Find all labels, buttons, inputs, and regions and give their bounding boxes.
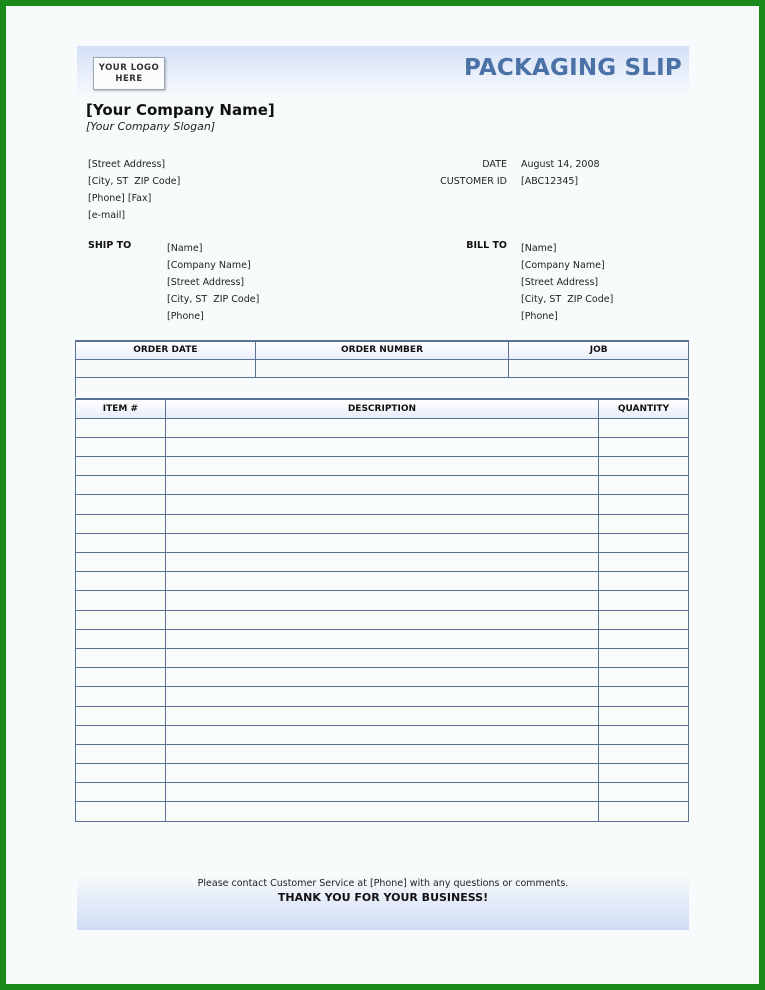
bill-to-line: [Street Address] <box>521 277 599 288</box>
description-cell[interactable] <box>165 648 598 667</box>
ship-to-line: [Street Address] <box>167 277 245 288</box>
item-number-cell[interactable] <box>76 437 166 456</box>
description-cell[interactable] <box>165 802 598 821</box>
item-number-cell[interactable] <box>76 802 166 821</box>
description-cell[interactable] <box>165 553 598 572</box>
item-number-cell[interactable] <box>76 744 166 763</box>
items-table <box>75 398 689 822</box>
description-cell[interactable] <box>165 533 598 552</box>
quantity-cell[interactable] <box>599 668 689 687</box>
item-row <box>76 764 689 783</box>
items-header-row <box>76 399 689 418</box>
quantity-cell[interactable] <box>599 783 689 802</box>
item-number-cell[interactable] <box>76 706 166 725</box>
description-cell[interactable] <box>165 457 598 476</box>
item-row <box>76 591 689 610</box>
quantity-cell[interactable] <box>599 418 689 437</box>
item-number-cell[interactable] <box>76 572 166 591</box>
description-cell[interactable] <box>165 572 598 591</box>
quantity-cell[interactable] <box>599 610 689 629</box>
spacer-cell <box>76 377 689 397</box>
item-number-cell[interactable] <box>76 533 166 552</box>
description-cell[interactable] <box>165 687 598 706</box>
description-cell[interactable] <box>165 514 598 533</box>
item-row <box>76 457 689 476</box>
item-row <box>76 687 689 706</box>
company-address-line: [Phone] [Fax] <box>88 193 152 204</box>
quantity-cell[interactable] <box>599 476 689 495</box>
company-slogan: [Your Company Slogan] <box>86 120 216 133</box>
description-cell[interactable] <box>165 610 598 629</box>
bill-to-line: [Name] <box>521 243 557 254</box>
quantity-cell[interactable] <box>599 687 689 706</box>
bill-to-line: [Phone] <box>521 311 558 322</box>
logo-placeholder: YOUR LOGO HERE <box>93 57 165 90</box>
description-cell[interactable] <box>165 629 598 648</box>
description-cell[interactable] <box>165 495 598 514</box>
ship-to-line: [Phone] <box>167 311 204 322</box>
company-address-block <box>88 156 180 224</box>
meta-labels <box>440 156 507 190</box>
quantity-cell[interactable] <box>599 437 689 456</box>
description-cell[interactable] <box>165 591 598 610</box>
quantity-cell[interactable] <box>599 553 689 572</box>
description-cell[interactable] <box>165 476 598 495</box>
quantity-cell[interactable] <box>599 725 689 744</box>
quantity-cell[interactable] <box>599 533 689 552</box>
ship-to-line: [City, ST ZIP Code] <box>167 294 260 305</box>
company-address-line: [e-mail] <box>88 210 126 221</box>
item-row <box>76 437 689 456</box>
customer-id-value: [ABC12345] <box>521 176 579 187</box>
quantity-cell[interactable] <box>599 572 689 591</box>
item-row <box>76 495 689 514</box>
bill-to-block <box>521 240 613 325</box>
quantity-cell[interactable] <box>599 648 689 667</box>
description-cell[interactable] <box>165 744 598 763</box>
item-row <box>76 553 689 572</box>
item-number-cell[interactable] <box>76 687 166 706</box>
order-date-cell[interactable] <box>76 359 256 377</box>
item-row <box>76 648 689 667</box>
description-cell[interactable] <box>165 783 598 802</box>
ship-to-label: SHIP TO <box>88 240 132 251</box>
item-number-header: ITEM # <box>76 399 166 418</box>
description-cell[interactable] <box>165 764 598 783</box>
quantity-cell[interactable] <box>599 495 689 514</box>
item-number-cell[interactable] <box>76 629 166 648</box>
ship-to-block <box>167 240 259 325</box>
order-number-cell[interactable] <box>255 359 509 377</box>
item-number-cell[interactable] <box>76 476 166 495</box>
item-row <box>76 783 689 802</box>
item-row <box>76 629 689 648</box>
item-row <box>76 514 689 533</box>
order-date-header: ORDER DATE <box>76 341 256 359</box>
date-label: DATE <box>482 159 507 170</box>
quantity-cell[interactable] <box>599 457 689 476</box>
item-number-cell[interactable] <box>76 591 166 610</box>
description-cell[interactable] <box>165 668 598 687</box>
date-value: August 14, 2008 <box>521 159 600 170</box>
quantity-cell[interactable] <box>599 591 689 610</box>
item-number-cell[interactable] <box>76 457 166 476</box>
item-number-cell[interactable] <box>76 783 166 802</box>
order-header-row <box>76 341 689 359</box>
item-row <box>76 533 689 552</box>
item-number-cell[interactable] <box>76 495 166 514</box>
spacer-row <box>76 377 689 397</box>
order-number-header: ORDER NUMBER <box>255 341 509 359</box>
item-row <box>76 476 689 495</box>
item-row <box>76 418 689 437</box>
item-row <box>76 668 689 687</box>
quantity-cell[interactable] <box>599 802 689 821</box>
quantity-cell[interactable] <box>599 514 689 533</box>
job-cell[interactable] <box>509 359 689 377</box>
item-number-cell[interactable] <box>76 514 166 533</box>
document-title: PACKAGING SLIP <box>463 55 682 81</box>
description-cell[interactable] <box>165 437 598 456</box>
bill-to-line: [City, ST ZIP Code] <box>521 294 614 305</box>
company-address-line: [Street Address] <box>88 159 166 170</box>
item-row <box>76 572 689 591</box>
order-info-table <box>75 340 689 397</box>
description-cell[interactable] <box>165 725 598 744</box>
item-number-cell[interactable] <box>76 648 166 667</box>
item-number-cell[interactable] <box>76 725 166 744</box>
footer-thanks: THANK YOU FOR YOUR BUSINESS! <box>277 891 489 904</box>
description-cell[interactable] <box>165 418 598 437</box>
order-value-row <box>76 359 689 377</box>
bill-to-label: BILL TO <box>466 240 507 251</box>
quantity-cell[interactable] <box>599 764 689 783</box>
description-cell[interactable] <box>165 706 598 725</box>
quantity-cell[interactable] <box>599 629 689 648</box>
description-header: DESCRIPTION <box>165 399 598 418</box>
footer-note: Please contact Customer Service at [Phone] with any questions or comments. <box>197 878 569 889</box>
item-number-cell[interactable] <box>76 764 166 783</box>
quantity-cell[interactable] <box>599 744 689 763</box>
company-address-line: [City, ST ZIP Code] <box>88 176 181 187</box>
item-row <box>76 725 689 744</box>
quantity-cell[interactable] <box>599 706 689 725</box>
item-number-cell[interactable] <box>76 668 166 687</box>
item-row <box>76 802 689 821</box>
customer-id-label: CUSTOMER ID <box>440 176 507 187</box>
item-number-cell[interactable] <box>76 610 166 629</box>
ship-to-line: [Name] <box>167 243 203 254</box>
item-number-cell[interactable] <box>76 553 166 572</box>
item-row <box>76 744 689 763</box>
quantity-header: QUANTITY <box>599 399 689 418</box>
item-row <box>76 610 689 629</box>
item-number-cell[interactable] <box>76 418 166 437</box>
ship-to-line: [Company Name] <box>167 260 251 271</box>
bill-to-line: [Company Name] <box>521 260 605 271</box>
meta-values <box>521 156 600 190</box>
item-row <box>76 706 689 725</box>
job-header: JOB <box>509 341 689 359</box>
company-name: [Your Company Name] <box>86 101 275 119</box>
